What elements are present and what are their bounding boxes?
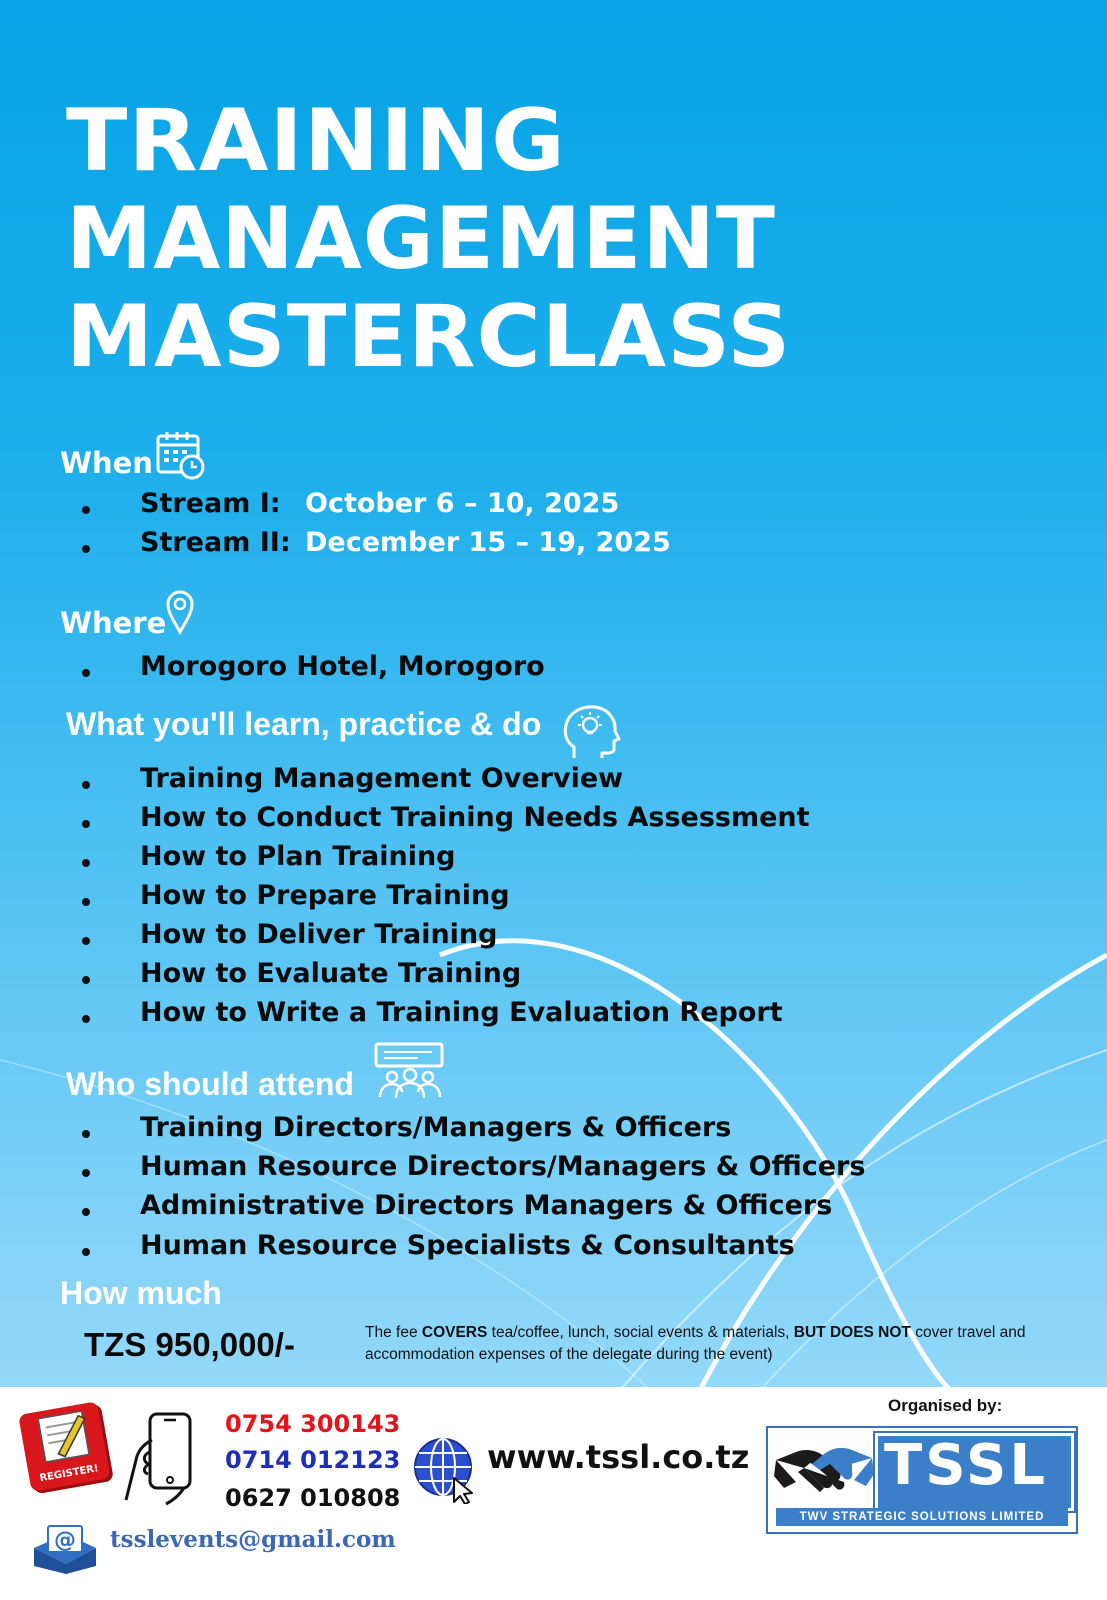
bullet [82,1015,90,1023]
register-icon[interactable] [18,1400,118,1498]
audience-presentation-icon [372,1042,448,1102]
svg-text:@: @ [54,1528,76,1553]
stream-2-label: Stream II: [140,527,291,558]
fee-note [365,1322,1065,1366]
stream-1-date: October 6 – 10, 2025 [305,488,620,519]
phone-number[interactable]: 0754 300143 [225,1410,401,1438]
title-line-2: MANAGEMENT [66,189,776,289]
website-link[interactable]: www.tssl.co.tz [487,1438,750,1476]
pricing-heading: How much [60,1275,222,1311]
globe-cursor-icon [412,1436,480,1504]
learn-heading: What you'll learn, practice & do [66,706,542,742]
handshake-icon [774,1438,874,1504]
attend-item: Training Directors/Managers & Officers [140,1112,732,1143]
attend-item: Administrative Directors Managers & Officers [140,1190,833,1221]
fee-note-covers: COVERS [421,1324,488,1341]
learn-item: Training Management Overview [140,763,624,794]
where-heading: Where [60,606,167,640]
bullet [82,859,90,867]
stream-1-label: Stream I: [140,488,281,519]
learn-item: How to Conduct Training Needs Assessment [140,802,810,833]
learn-item: How to Deliver Training [140,919,498,950]
smartphone-hand-icon [122,1410,198,1506]
bullet [82,545,90,553]
bullet [82,976,90,984]
bullet [82,1248,90,1256]
calendar-clock-icon [155,429,207,481]
title-line-3: MASTERCLASS [66,287,792,387]
attend-item: Human Resource Specialists & Consultants [140,1230,795,1261]
bullet [82,669,90,677]
bullet [82,781,90,789]
learn-item: How to Prepare Training [140,880,510,911]
phone-number[interactable]: 0627 010808 [225,1484,401,1512]
email-link[interactable]: tsslevents@gmail.com [110,1526,396,1553]
fee-note-text: tea/coffee, lunch, social events & materials, [487,1324,794,1341]
bullet [82,1169,90,1177]
title-line-1: TRAINING [66,91,566,191]
learn-item: How to Plan Training [140,841,456,872]
head-lightbulb-icon [560,703,622,761]
bullet [82,820,90,828]
learn-item: How to Write a Training Evaluation Report [140,997,783,1028]
fee-note-text: The fee [365,1324,422,1341]
bullet [82,1208,90,1216]
fee-note-not-covers: BUT DOES NOT [793,1324,911,1341]
email-icon [30,1520,100,1576]
organised-by-label: Organised by: [888,1396,1003,1415]
bullet [82,1130,90,1138]
location-pin-icon [165,589,195,635]
logo-subtitle: TWV STRATEGIC SOLUTIONS LIMITED [776,1508,1068,1526]
fee-note-text: cover travel and accommodation expenses of the delegate during the event) [365,1324,1026,1363]
bullet [82,506,90,514]
price: TZS 950,000/- [84,1326,295,1363]
learn-item: How to Evaluate Training [140,958,522,989]
when-heading: When [60,446,153,480]
bullet [82,937,90,945]
register-label: REGISTER! [38,1463,100,1485]
tssl-logo [766,1426,1078,1534]
logo-text: TSSL [884,1433,1049,1498]
phone-number[interactable]: 0714 012123 [225,1446,401,1474]
attend-item: Human Resource Directors/Managers & Officers [140,1151,866,1182]
attend-heading: Who should attend [66,1066,354,1102]
venue: Morogoro Hotel, Morogoro [140,651,545,682]
bullet [82,898,90,906]
stream-2-date: December 15 – 19, 2025 [305,527,671,558]
